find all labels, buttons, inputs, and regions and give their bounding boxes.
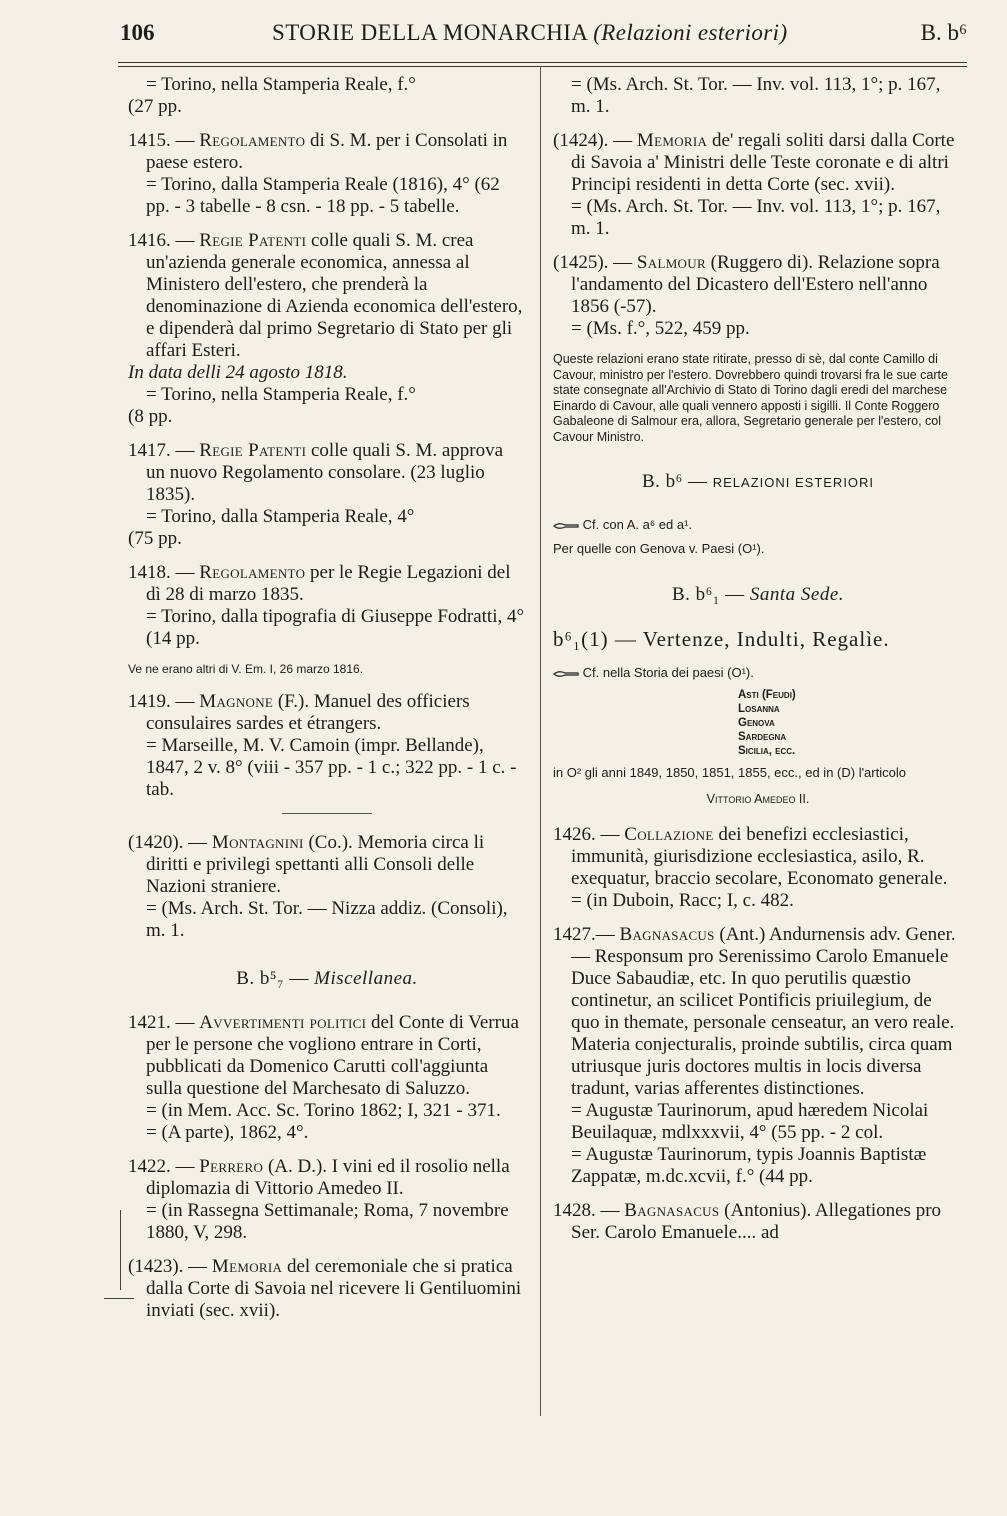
pointing-hand-icon [553,669,579,679]
imprint: = (Ms. Arch. St. Tor. — Nizza addiz. (Consoli), m. 1. [146,898,508,941]
cross-reference-text: in O² gli anni 1849, 1850, 1851, 1855, ecc., ed in (D) l'articolo [553,765,906,780]
section-name: RELAZIONI ESTERIORI [712,475,875,490]
title-main: STORIE DELLA MONARCHIA [272,20,588,45]
list-item: Asti (Feudi) [738,689,796,701]
section-heading-miscellanea [128,968,526,990]
column-divider [540,66,541,1416]
imprint: = (in Rassegna Settimanale; Roma, 7 novembre 1880, V, 298. [146,1200,509,1243]
entry-text: colle quali S. M. crea un'azienda generale economica, annessa al Ministero dell'estero, che prenderà la denominazione di Azienda economica dell'estero, e dipenderà dal primo Segretario di Stato per gli affari Esteri. [146,230,523,361]
entry-heading: Regolamento [199,562,306,583]
entry-1417 [128,440,526,550]
entry-number: (1420). — [128,832,208,853]
entry-1419 [128,691,526,801]
pages: (75 pp. [128,528,182,549]
entry-1423 [128,1256,526,1322]
entry-heading: Magnone [199,691,274,712]
entry-number: 1416. — [128,230,195,251]
list-item: Losanna [738,703,780,715]
entry-number: 1427.— [553,924,615,945]
cross-reference-name: Vittorio Amedeo II. [706,792,810,806]
imprint: = Torino, dalla tipografia di Giuseppe Fodratti, 4° (14 pp. [146,606,525,649]
entry-heading: Salmour [636,252,706,273]
entry-number: (1423). — [128,1256,208,1277]
entry-number: 1422. — [128,1156,195,1177]
cross-reference [553,664,963,682]
section-heading-santa-sede [553,584,963,606]
running-title [272,20,788,46]
section-code: B. b⁶₁ — [671,584,745,605]
entry-1425 [553,252,963,340]
footnote: Ve ne erano altri di V. Em. I, 26 marzo 1816. [128,662,364,676]
entry-heading: Perrero [199,1156,264,1177]
right-column [553,74,963,1256]
section-code: B. b⁶ [920,20,967,45]
section-heading-relazioni [553,471,963,494]
entry-heading: Memoria [211,1256,283,1277]
section-name: Miscellanea. [314,968,418,989]
entry-text: (F.). Manuel des officiers consulaires sardes et étrangers. [146,691,470,734]
entry-text: (A. D.). I vini ed il rosolio nella diplomazia di Vittorio Amedeo II. [146,1156,510,1199]
entry-1420 [128,832,526,942]
header-rule [118,62,967,63]
entry-number: 1426. — [553,824,620,845]
imprint: = Augustæ Taurinorum, apud hæredem Nicolai Beuilaquæ, mdlxxxvii, 4° (55 pp. - 2 col. [571,1100,929,1143]
entry-1428 [553,1200,963,1244]
entry-number: 1421. — [128,1012,195,1033]
entry-continuation [553,74,963,118]
entry-text: di S. M. per i Consolati in paese estero. [146,130,508,173]
imprint: = Torino, dalla Stamperia Reale (1816), 4° (62 pp. - 3 tabelle - 8 csn. - 18 pp. - 5 tabelle. [146,174,500,217]
entry-1422 [128,1156,526,1244]
entry-date: In data delli 24 agosto 1818. [128,362,348,383]
entry-heading: Regie Patenti [199,230,307,251]
section-name: Santa Sede. [749,584,845,605]
list-item: Sardegna [738,731,787,743]
section-code: B. b⁵₇ — [236,968,309,989]
pages: (27 pp. [128,96,182,117]
subsection-heading [553,628,963,650]
entry-heading: Montagnini [211,832,304,853]
subsection-code: b⁶₁(1) — [553,627,637,651]
list-item: Sicilia, ecc. [738,745,796,757]
imprint: = (Ms. f.°, 522, 459 pp. [571,318,750,339]
divider-rule [282,813,372,814]
imprint: = Augustæ Taurinorum, typis Joannis Baptistæ Zappatæ, m.dc.xcvii, f.° (44 pp. [571,1144,927,1187]
imprint: = Torino, nella Stamperia Reale, f.° [146,74,416,95]
cross-reference-text: Per quelle con Genova v. Paesi (O¹). [553,541,765,556]
entry-heading: Avvertimenti politici [199,1012,367,1033]
imprint: = (A parte), 1862, 4°. [146,1122,309,1143]
cross-reference-text: Cf. nella Storia dei paesi (O¹). [582,665,754,680]
entry-1416 [128,230,526,428]
cross-reference [553,516,963,534]
entry-text: del ceremoniale che si pratica dalla Corte di Savoia nel ricevere li Gentiluomini inviati (sec. xvii). [146,1256,522,1321]
entry-number: 1418. — [128,562,195,583]
entry-1424 [553,130,963,240]
entry-text: de' regali soliti darsi dalla Corte di Savoia a' Ministri delle Teste coronate e di altri Principi residenti in detta Corte (sec. xvii). [571,130,955,195]
entry-1421 [128,1012,526,1144]
margin-mark [120,1210,121,1290]
entry-1427 [553,924,963,1188]
entry-heading: Collazione [624,824,714,845]
pages: (8 pp. [128,406,173,427]
entry-text: (Ant.) Andurnensis adv. Gener. — Responsum pro Serenissimo Carolo Emanuele Duce Sabaudiæ, etc. In quo perutilis quæstio continetur, an scilicet Pontificis priuilegium, de quo in themate, personale censeatur, an vero reale. Materia conjecturalis, proinde subtilis, circa quam utriusque juris doctores multis in locis diversa tradunt, varias afferentes distinctiones. [571,924,956,1099]
imprint: = Marseille, M. V. Camoin (impr. Bellande), 1847, 2 v. 8° (viii - 357 pp. - 1 c.; 322 pp. - 1 c. - tab. [146,735,517,800]
running-header [120,16,967,50]
entry-number: 1428. — [553,1200,620,1221]
entry-text: (Co.). Memoria circa li diritti e privilegi spettanti alli Consoli delle Nazioni straniere. [146,832,485,897]
imprint: = (in Duboin, Racc; I, c. 482. [571,890,794,911]
entry-heading: Bagnasacus [624,1200,720,1221]
list-item: Genova [738,717,775,729]
entry-heading: Memoria [636,130,708,151]
entry-1418 [128,562,526,650]
entry-number: 1415. — [128,130,195,151]
entry-heading: Regie Patenti [199,440,307,461]
entry-text: (Ruggero di). Relazione sopra l'andamento del Dicastero dell'Estero nell'anno 1856 (-57). [571,252,940,317]
entry-number: (1425). — [553,252,633,273]
entry-number: 1419. — [128,691,195,712]
left-column [128,74,526,1334]
entry-text: dei benefizi ecclesiastici, immunità, giurisdizione ecclesiastica, asilo, R. exequatur, braccio secolare, Economato generale. [571,824,948,889]
entry-1426 [553,824,963,912]
imprint: = (in Mem. Acc. Sc. Torino 1862; I, 321 - 371. [146,1100,501,1121]
imprint: = (Ms. Arch. St. Tor. — Inv. vol. 113, 1°; p. 167, m. 1. [571,196,941,239]
entry-text: colle quali S. M. approva un nuovo Regolamento consolare. (23 luglio 1835). [146,440,504,505]
entry-text: (Antonius). Allegationes pro Ser. Carolo Emanuele.... ad [571,1200,942,1243]
entry-heading: Regolamento [199,130,306,151]
page-number: 106 [120,20,155,45]
entry-heading: Bagnasacus [619,924,715,945]
entry-text: per le Regie Legazioni del dì 28 di marzo 1835. [146,562,511,605]
reference-list [738,688,963,758]
entry-1415 [128,130,526,218]
imprint: = (Ms. Arch. St. Tor. — Inv. vol. 113, 1°; p. 167, m. 1. [571,74,941,117]
footnote: Queste relazioni erano state ritirate, presso di sè, dal conte Camillo di Cavour, ministro per l'estero. Dovrebbero quindi trovarsi fra le sue carte state consegnate all'Archivio di Stato di Torino dagli eredi del marchese Einardo di Cavour, alle quali vennero apposti i sigilli. Il Conte Roggero Gabaleone di Salmour era, allora, Segretario generale per l'estero, col Cavour Ministro. [553,352,948,444]
title-sub: (Relazioni esteriori) [593,20,788,45]
section-code: B. b⁶ — [641,471,708,492]
pointing-hand-icon [553,521,579,531]
entry-number: (1424). — [553,130,633,151]
header-rule-thin [118,66,967,67]
cross-reference-text: Cf. con A. a⁶ ed a¹. [582,517,693,532]
entry-continuation [128,74,526,118]
entry-number: 1417. — [128,440,195,461]
entry-text: del Conte di Verrua per le persone che vogliono entrare in Corti, pubblicati da Domenico Carutti coll'aggiunta sulla questione del Marchesato di Saluzzo. [146,1012,519,1099]
imprint: = Torino, dalla Stamperia Reale, 4° [146,506,415,527]
subsection-name: Vertenze, Indulti, Regalìe. [642,627,890,651]
imprint: = Torino, nella Stamperia Reale, f.° [146,384,416,405]
